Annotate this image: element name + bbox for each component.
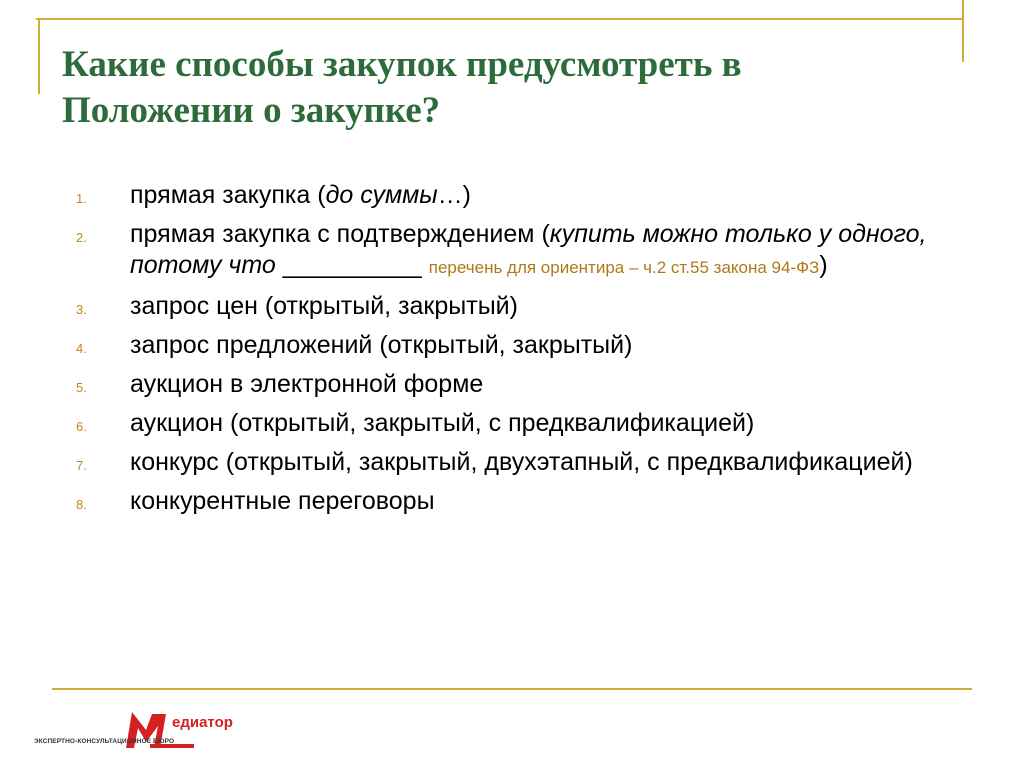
list-item bbox=[76, 408, 976, 439]
list-item-number: 1. bbox=[76, 191, 87, 206]
list-item-number: 2. bbox=[76, 230, 87, 245]
list-item-text: аукцион (открытый, закрытый, с предквалификацией) bbox=[130, 409, 755, 437]
list-item-text: конкурс (открытый, закрытый, двухэтапный, с предквалификацией) bbox=[130, 448, 913, 476]
list-item bbox=[76, 180, 976, 211]
list-item bbox=[76, 369, 976, 400]
list-item-number: 8. bbox=[76, 497, 87, 512]
list-item-number: 3. bbox=[76, 302, 87, 317]
list-item-text: запрос цен (открытый, закрытый) bbox=[130, 292, 518, 320]
list-item-number: 5. bbox=[76, 380, 87, 395]
list-item-note: перечень для ориентира – ч.2 ст.55 закона 94-ФЗ bbox=[428, 258, 820, 277]
list-item-number: 6. bbox=[76, 419, 87, 434]
list-item-text: …) bbox=[437, 181, 471, 209]
list-item bbox=[76, 330, 976, 361]
list-item-text: прямая закупка с подтверждением ( bbox=[130, 220, 550, 248]
slide-title: Какие способы закупок предусмотреть в Положении о закупке? bbox=[62, 44, 742, 131]
list-item bbox=[76, 486, 976, 517]
list-item-number: 4. bbox=[76, 341, 87, 356]
list-item bbox=[76, 219, 976, 283]
list-item-text: ) bbox=[819, 251, 828, 279]
logo-subtitle: ЭКСПЕРТНО-КОНСУЛЬТАЦИОННОЕ БЮРО bbox=[34, 738, 175, 745]
mediator-logo-icon bbox=[34, 704, 254, 760]
list-item bbox=[76, 447, 976, 478]
list-item-number: 7. bbox=[76, 458, 87, 473]
frame-top-line bbox=[36, 18, 964, 20]
procurement-methods-list bbox=[76, 180, 976, 525]
logo-name: едиатор bbox=[172, 714, 233, 731]
list-item-text: купить можно только у одного, потому что bbox=[130, 220, 927, 279]
list-item-text: __________ bbox=[275, 251, 429, 279]
list-item bbox=[76, 291, 976, 322]
list-item-text: прямая закупка ( bbox=[130, 181, 326, 209]
footer-divider bbox=[52, 688, 972, 690]
frame-right-line bbox=[962, 0, 964, 62]
list-item-text: до суммы bbox=[325, 181, 438, 209]
frame-left-line bbox=[38, 18, 40, 94]
list-item-text: конкурентные переговоры bbox=[130, 487, 435, 515]
list-item-text: запрос предложений (открытый, закрытый) bbox=[130, 331, 633, 359]
list-item-text: аукцион в электронной форме bbox=[130, 370, 484, 398]
